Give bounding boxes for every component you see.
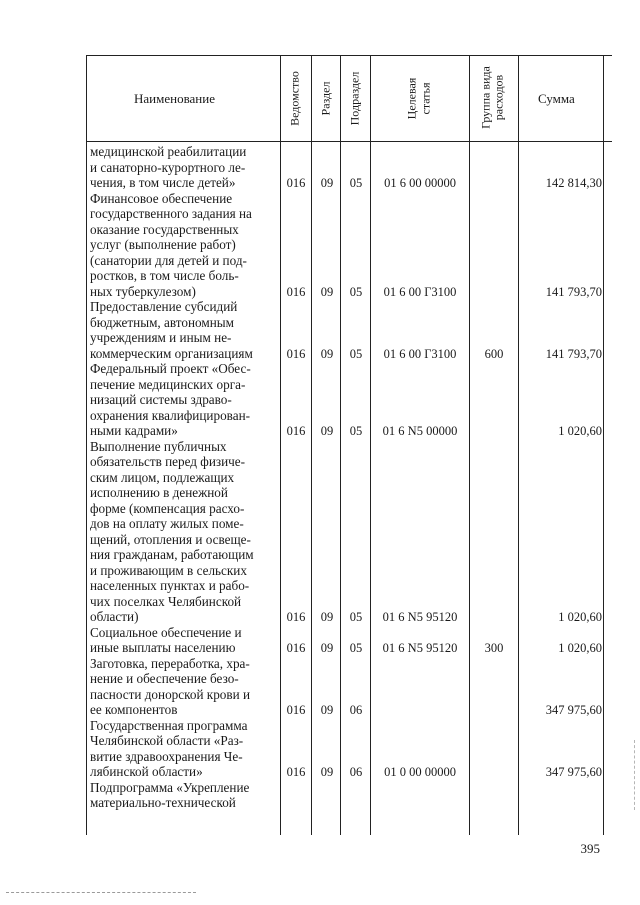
row-razdel: 09 xyxy=(320,703,334,717)
row-name-line: Подпрограмма «Укрепление xyxy=(90,779,250,795)
row-vedomstvo: 016 xyxy=(286,641,306,655)
row-name-line: лябинской области» xyxy=(90,764,203,779)
row-name-line: Предоставление субсидий xyxy=(90,299,238,314)
header-name: Наименование xyxy=(134,91,215,106)
row-vedomstvo: 016 xyxy=(286,765,306,779)
row-name xyxy=(90,299,266,361)
row-podrazdel: 05 xyxy=(349,346,363,361)
row-name-line: населенных пунктах и рабо- xyxy=(90,578,250,593)
col-border-razd xyxy=(311,55,312,835)
col-border-ved xyxy=(280,55,281,835)
row-vedomstvo: 016 xyxy=(286,424,306,438)
row-name-line: нение и обеспечение безо- xyxy=(90,671,239,686)
col-border-grp xyxy=(469,55,470,835)
row-name-line: медицинской реабилитации xyxy=(90,144,247,159)
row-name-line: материально-технической xyxy=(90,795,236,810)
row-name-line: государственного задания на xyxy=(90,206,252,221)
row-podrazdel: 05 xyxy=(349,641,363,655)
row-razdel: 09 xyxy=(320,284,334,299)
row-summa: 1 020,60 xyxy=(558,610,602,624)
row-name-line: дов на оплату жилых поме- xyxy=(90,516,244,531)
row-name-line: Челябинской области «Раз- xyxy=(90,733,244,748)
header-bottom-border xyxy=(86,141,612,142)
header-gruppa-line1: Группа вида xyxy=(478,66,493,129)
page-number: 395 xyxy=(580,841,600,856)
row-name-line: чения, в том числе детей» xyxy=(90,175,236,190)
row-name-line: исполнению в денежной xyxy=(90,485,228,500)
row-celevaya-statya: 01 6 N5 95120 xyxy=(382,610,458,624)
row-name-line: коммерческим организациям xyxy=(90,345,253,361)
row-razdel: 09 xyxy=(320,424,334,438)
row-name-line: ния гражданам, работающим xyxy=(90,547,254,562)
row-celevaya-statya: 01 6 N5 95120 xyxy=(382,641,458,655)
header-gruppa-line2: расходов xyxy=(491,74,506,121)
row-name-line: оказание государственных xyxy=(90,221,239,237)
row-name-line: Социальное обеспечение и xyxy=(90,624,242,640)
row-vedomstvo: 016 xyxy=(286,610,306,624)
row-name-line: чих поселках Челябинской xyxy=(90,593,242,609)
row-name-line: ростков, в том числе боль- xyxy=(90,268,239,283)
col-border-cel xyxy=(370,55,371,835)
row-name-line: Финансовое обеспечение xyxy=(90,190,233,206)
header-razdel: Раздел xyxy=(318,81,333,116)
row-razdel: 09 xyxy=(320,610,334,624)
row-name xyxy=(90,361,266,439)
row-name-line: Заготовка, переработка, хра- xyxy=(90,655,250,671)
row-summa: 347 975,60 xyxy=(545,765,602,779)
row-name-line: Федеральный проект «Обес- xyxy=(90,361,251,376)
row-name-line: охранения квалифицирован- xyxy=(90,407,251,423)
row-razdel: 09 xyxy=(320,641,334,655)
row-podrazdel: 05 xyxy=(349,284,363,299)
col-border-pod xyxy=(340,55,341,835)
row-vedomstvo: 016 xyxy=(286,176,306,190)
row-celevaya-statya: 01 6 00 00000 xyxy=(384,176,456,190)
row-celevaya-statya: 01 6 N5 00000 xyxy=(382,424,458,438)
row-name-line: щений, отопления и освеще- xyxy=(90,531,251,547)
row-name-line: витие здравоохранения Че- xyxy=(90,748,243,764)
row-name-line: ским лицом, подлежащих xyxy=(90,469,235,485)
row-name-line: печение медицинских орга- xyxy=(90,376,246,392)
row-summa: 1 020,60 xyxy=(558,641,602,655)
col-border-right xyxy=(603,55,604,835)
row-podrazdel: 05 xyxy=(349,424,363,438)
row-name-line: Выполнение публичных xyxy=(90,438,227,454)
row-celevaya-statya: 01 6 00 Г3100 xyxy=(383,284,457,299)
row-name-line: и проживающим в сельских xyxy=(90,562,247,578)
row-razdel: 09 xyxy=(320,765,334,779)
header-vedomstvo: Ведомство xyxy=(287,71,302,126)
header-summa: Сумма xyxy=(538,91,575,106)
row-name-line: ее компонентов xyxy=(90,702,178,717)
row-name-line: бюджетным, автономным xyxy=(90,314,234,330)
footer-divider xyxy=(6,892,196,894)
row-celevaya-statya: 01 0 00 00000 xyxy=(384,765,456,779)
row-razdel: 09 xyxy=(320,346,334,361)
row-vedomstvo: 016 xyxy=(286,346,306,361)
row-podrazdel: 05 xyxy=(349,176,363,190)
row-podrazdel: 05 xyxy=(349,610,363,624)
margin-mark xyxy=(634,740,636,810)
row-name-line: низаций системы здраво- xyxy=(90,392,232,407)
row-name xyxy=(90,780,266,811)
row-celevaya-statya: 01 6 00 Г3100 xyxy=(383,346,457,361)
row-name xyxy=(90,625,266,656)
row-name-line: иные выплаты населению xyxy=(90,640,236,655)
row-name-line: услуг (выполнение работ) xyxy=(90,237,236,252)
row-vedomstvo: 016 xyxy=(286,703,306,717)
header-celevaya-line1: Целевая xyxy=(404,77,419,120)
row-name-line: форме (компенсация расхо- xyxy=(90,500,245,516)
row-name xyxy=(90,718,266,780)
row-summa: 141 793,70 xyxy=(545,284,602,299)
header-celevaya xyxy=(380,62,460,136)
row-name-line: Государственная программа xyxy=(90,717,248,733)
row-name-line: обязательств перед физиче- xyxy=(90,454,246,469)
row-name xyxy=(90,656,266,718)
row-gruppa-vida: 300 xyxy=(484,641,504,655)
header-gruppa xyxy=(470,58,518,138)
row-summa: 347 975,60 xyxy=(545,703,602,717)
row-name xyxy=(90,191,266,300)
col-border-sum xyxy=(518,55,519,835)
row-vedomstvo: 016 xyxy=(286,284,306,299)
header-podrazdel: Подраздел xyxy=(347,71,362,126)
header-celevaya-line2: статья xyxy=(418,82,433,115)
row-summa: 141 793,70 xyxy=(545,346,602,361)
row-podrazdel: 06 xyxy=(349,703,363,717)
row-razdel: 09 xyxy=(320,176,334,190)
col-border-left xyxy=(86,55,87,835)
row-name-line: (санатории для детей и под- xyxy=(90,252,247,268)
row-summa: 1 020,60 xyxy=(558,424,602,438)
row-name-line: ными кадрами» xyxy=(90,423,178,438)
row-name-line: области) xyxy=(90,609,139,624)
row-name xyxy=(90,144,266,191)
row-name-line: и санаторно-курортного ле- xyxy=(90,159,246,175)
row-name-line: пасности донорской крови и xyxy=(90,686,251,702)
row-name-line: ных туберкулезом) xyxy=(90,283,196,299)
row-name xyxy=(90,439,266,625)
row-gruppa-vida: 600 xyxy=(484,346,504,361)
row-summa: 142 814,30 xyxy=(545,176,602,190)
row-name-line: учреждениям и иным не- xyxy=(90,330,232,345)
row-podrazdel: 06 xyxy=(349,765,363,779)
table-top-border xyxy=(86,55,612,56)
